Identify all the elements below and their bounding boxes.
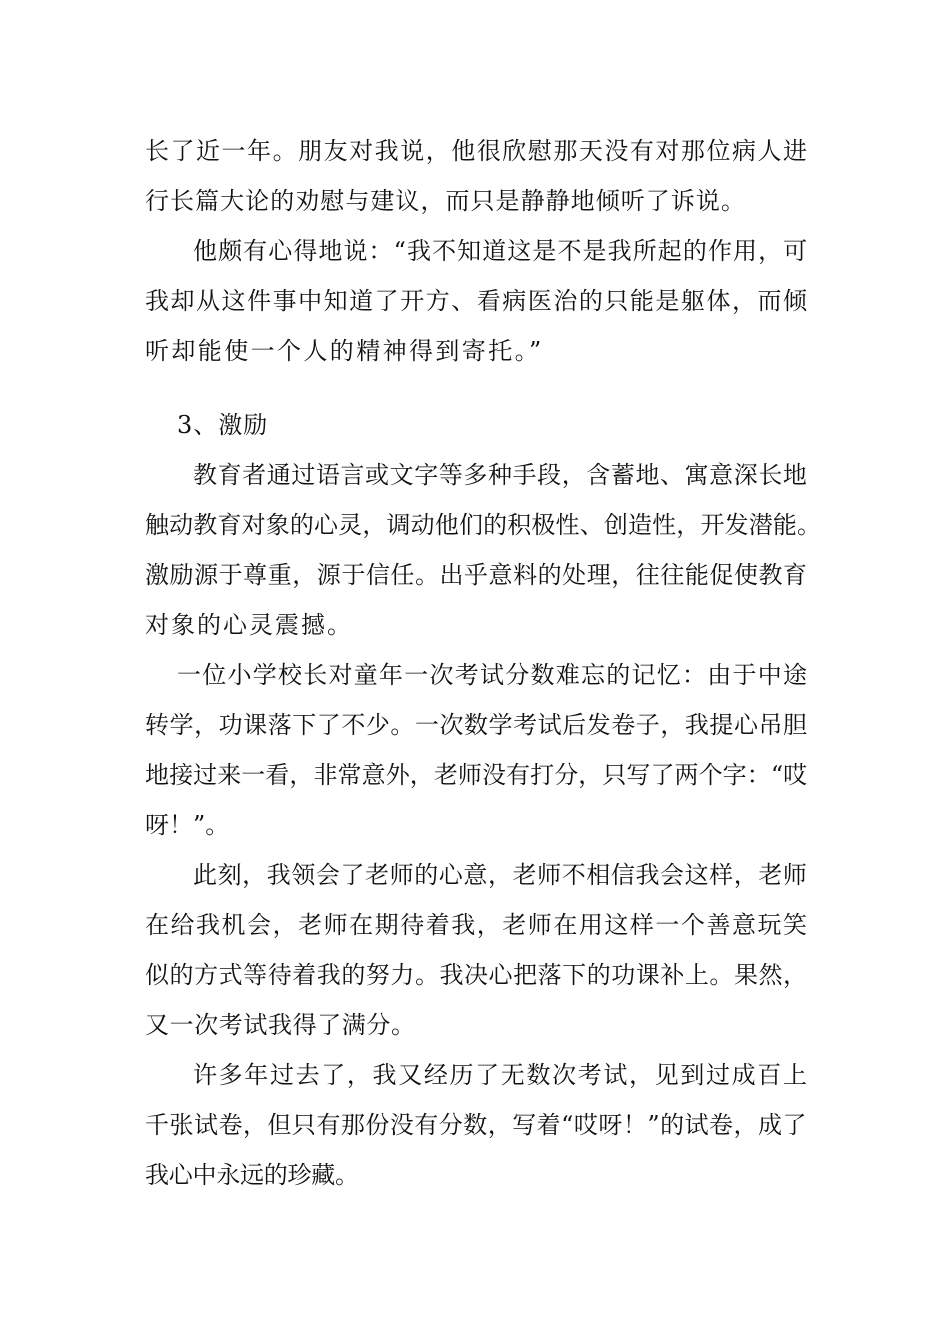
text-line: 在给我机会，老师在期待着我，老师在用这样一个善意玩笑 xyxy=(145,911,809,939)
text-line: 听却能使一个人的精神得到寄托。” xyxy=(145,337,544,365)
text-line: 地接过来一看，非常意外，老师没有打分，只写了两个字：“哎 xyxy=(145,761,808,789)
text-line: 呀！”。 xyxy=(145,811,230,839)
text-line: 触动教育对象的心灵，调动他们的积极性、创造性，开发潜能。 xyxy=(145,511,822,539)
text-line: 他颇有心得地说：“我不知道这是不是我所起的作用，可 xyxy=(193,237,809,265)
text-line: 许多年过去了，我又经历了无数次考试，见到过成百上 xyxy=(193,1061,809,1089)
text-line: 此刻，我领会了老师的心意，老师不相信我会这样，老师 xyxy=(193,861,808,889)
text-line: 我心中永远的珍藏。 xyxy=(145,1161,359,1189)
text-line: 对象的心灵震撼。 xyxy=(145,611,353,639)
text-line: 又一次考试我得了满分。 xyxy=(145,1011,416,1039)
text-line: 千张试卷，但只有那份没有分数，写着“哎呀！”的试卷，成了 xyxy=(145,1111,807,1139)
text-line: 似的方式等待着我的努力。我决心把落下的功课补上。果然， xyxy=(145,961,808,989)
text-line: 长了近一年。朋友对我说，他很欣慰那天没有对那位病人进 xyxy=(145,137,809,165)
text-line: 转学，功课落下了不少。一次数学考试后发卷子，我提心吊胆 xyxy=(145,711,808,739)
section-heading: 3、激励 xyxy=(177,411,269,439)
text-line: 一位小学校长对童年一次考试分数难忘的记忆：由于中途 xyxy=(177,661,809,689)
text-line: 激励源于尊重，源于信任。出乎意料的处理，往往能促使教育 xyxy=(145,561,808,589)
text-line: 教育者通过语言或文字等多种手段，含蓄地、寓意深长地 xyxy=(193,461,808,489)
text-line: 行长篇大论的劝慰与建议，而只是静静地倾听了诉说。 xyxy=(145,187,746,215)
text-line: 我却从这件事中知道了开方、看病医治的只能是躯体，而倾 xyxy=(145,287,809,315)
